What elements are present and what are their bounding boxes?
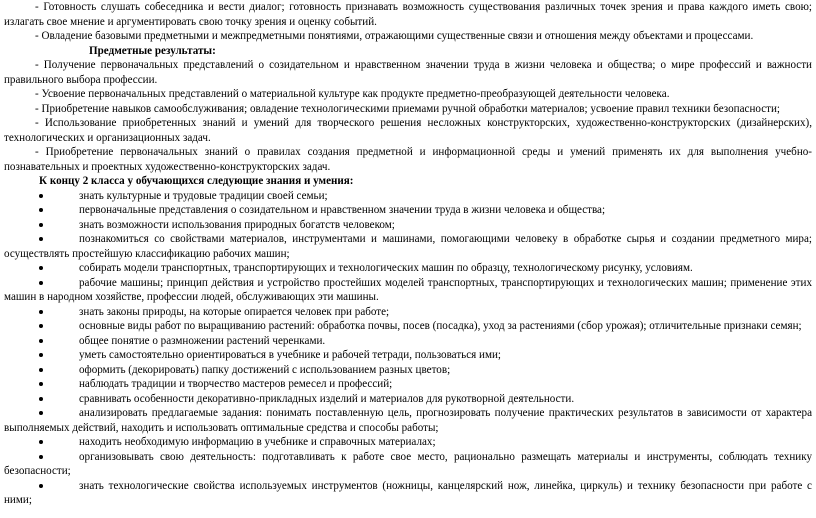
list-item-text: знать возможности использования природных богатств человеком; [79, 218, 395, 231]
bullet-icon [39, 440, 43, 444]
list-item-text: познакомиться со свойствами материалов, инструментами и машинами, помогающими человеку в обработке сырья и создании предметного мира; осуществлять простейшую классификацию рабочих машин; [4, 233, 812, 260]
list-item [4, 276, 812, 305]
list-item-text: рабочие машины; принцип действия и устройство простейших моделей транспортных, транспортирующих и технологических машин; применение этих машин в народном хозяйстве, профессии людей, обслуживающих эти машины. [4, 276, 812, 303]
list-item [4, 450, 812, 479]
list-item [4, 218, 812, 233]
bullet-icon [39, 208, 43, 212]
bullet-icon [39, 397, 43, 401]
bullet-icon [39, 194, 43, 198]
list-item-text: общее понятие о размножении растений черенками. [79, 334, 326, 347]
list-item [4, 435, 812, 450]
bullet-icon [39, 353, 43, 357]
list-item-text: организовывать свою деятельность: подготавливать к работе свое место, рационально размещать материалы и инструменты, соблюдать технику безопасности; [4, 450, 812, 477]
list-item-text: первоначальные представления о созидательном и нравственном значении труда в жизни человека и общества; [79, 204, 606, 216]
list-item-text: основные виды работ по выращиванию растений: обработка почвы, посев (посадка), уход за растениями (сбор урожая); отличительные признаки семян; [79, 320, 802, 332]
list-item-text: собирать модели транспортных, транспортирующих и технологических машин по образцу, технологическому рисунку, условиям. [79, 262, 693, 274]
list-item [4, 189, 812, 204]
paragraph: - Готовность слушать собеседника и вести диалог; готовность признавать возможность существования различных точек зрения и права каждого иметь свою; излагать свое мнение и аргументировать свою точку зрения и оценку событий. [4, 1, 812, 28]
bullet-icon [39, 339, 43, 343]
list-item [4, 377, 812, 392]
bullet-icon [39, 324, 43, 328]
paragraph: - Приобретение навыков самообслуживания; овладение технологическими приемами ручной обработки материалов; усвоение правил техники безопасности; [35, 102, 780, 115]
list-item [4, 334, 812, 349]
list-item [4, 203, 812, 218]
list-item-text: анализировать предлагаемые задания: понимать поставленную цель, прогнозировать получение практических результатов в зависимости от характера выполняемых действий, находить и использовать оптимальные средства и способы работы; [4, 407, 812, 434]
subject-results-heading: Предметные результаты: [89, 44, 216, 57]
list-item [4, 392, 812, 407]
bullet-icon [39, 484, 43, 488]
paragraph: - Приобретение первоначальных знаний о правилах создания предметной и информационной среды и умений применять их для выполнения учебно-познавательных и проектных художественно-конструкторских задач. [4, 146, 812, 173]
paragraph: - Получение первоначальных представлений о созидательном и нравственном значении труда в жизни человека и общества; о мире профессий и важности правильного выбора профессии. [4, 59, 812, 86]
list-item-text: уметь самостоятельно ориентироваться в учебнике и рабочей тетради, пользоваться ими; [79, 349, 502, 361]
list-item [4, 406, 812, 435]
bullet-icon [39, 411, 43, 415]
paragraph: - Овладение базовыми предметными и межпредметными понятиями, отражающими существенные связи и отношения между объектами и процессами. [35, 30, 754, 42]
list-item-text: знать культурные и трудовые традиции своей семьи; [79, 189, 328, 202]
paragraph: - Использование приобретенных знаний и умений для творческого решения несложных конструкторских, художественно-конструкторских (дизайнерских), технологических и организационных задач. [4, 117, 812, 144]
bullet-icon [39, 382, 43, 386]
list-item [4, 363, 812, 378]
list-item-text: знать технологические свойства используемых инструментов (ножницы, канцелярский нож, линейка, циркуль) и технику безопасности при работе с ними; [4, 479, 812, 506]
grade-heading: К концу 2 класса у обучающихся следующие знания и умения: [39, 175, 354, 187]
bullet-list [4, 189, 812, 508]
bullet-icon [39, 281, 43, 285]
bullet-icon [39, 237, 43, 241]
paragraph: - Усвоение первоначальных представлений о материальной культуре как продукте предметно-преобразующей деятельности человека. [35, 88, 670, 100]
list-item [4, 232, 812, 261]
list-item [4, 348, 812, 363]
list-item-text: оформить (декорировать) папку достижений с использованием разных цветов; [79, 363, 451, 376]
list-item-text: знать законы природы, на которые опирается человек при работе; [79, 305, 390, 318]
bullet-icon [39, 455, 43, 459]
list-item [4, 305, 812, 320]
bullet-icon [39, 266, 43, 270]
bullet-icon [39, 368, 43, 372]
bullet-icon [39, 223, 43, 227]
list-item [4, 319, 812, 334]
list-item [4, 261, 812, 276]
list-item-text: находить необходимую информацию в учебнике и справочных материалах; [79, 436, 436, 448]
bullet-icon [39, 310, 43, 314]
list-item [4, 479, 812, 508]
list-item-text: сравнивать особенности декоративно-прикладных изделий и материалов для рукотворной деятельности. [79, 392, 575, 405]
list-item-text: наблюдать традиции и творчество мастеров ремесел и профессий; [79, 378, 393, 390]
